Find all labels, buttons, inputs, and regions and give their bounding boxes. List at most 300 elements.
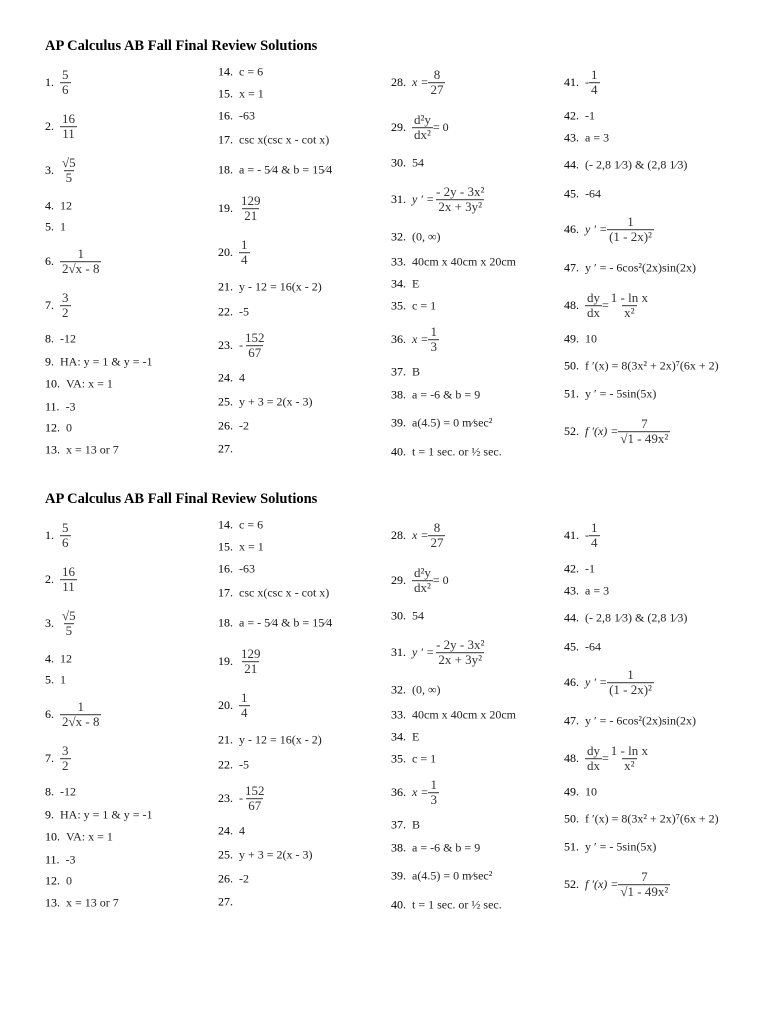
answer-text: -1 xyxy=(585,108,595,123)
fraction-numerator: 129 xyxy=(241,193,261,209)
fraction-numerator: 1 xyxy=(241,690,248,706)
answer-text: csc x(csc x - cot x) xyxy=(239,132,330,147)
answer-text: y ′ = - 5sin(5x) xyxy=(585,386,657,401)
answer-item xyxy=(564,261,696,276)
fraction xyxy=(412,113,433,143)
item-number: 31. xyxy=(391,192,406,207)
fraction xyxy=(243,331,267,361)
answer-item xyxy=(564,109,595,124)
answer-item xyxy=(45,400,76,415)
answer-item xyxy=(564,131,609,146)
fraction-numerator: d²y xyxy=(414,112,431,128)
item-number: 48. xyxy=(564,298,579,313)
item-number: 51. xyxy=(564,839,579,854)
item-number: 6. xyxy=(45,707,54,722)
item-number: 3. xyxy=(45,616,54,631)
fraction xyxy=(60,112,77,142)
item-number: 22. xyxy=(218,757,233,772)
answer-text: 40cm x 40cm x 20cm xyxy=(412,707,516,722)
item-number: 10. xyxy=(45,376,60,391)
answer-item xyxy=(45,830,113,845)
item-number: 11. xyxy=(45,399,60,414)
answer-item xyxy=(45,808,153,823)
item-number: 1. xyxy=(45,528,54,543)
answer-text: 1 xyxy=(60,219,66,234)
answer-item xyxy=(391,521,445,551)
answer-text: -64 xyxy=(585,639,601,654)
item-number: 52. xyxy=(564,424,579,439)
fraction-numerator: 5 xyxy=(62,520,69,536)
item-number: 26. xyxy=(218,418,233,433)
answer-item xyxy=(391,185,486,215)
item-number: 27. xyxy=(218,894,233,909)
answer-text: x = 13 or 7 xyxy=(66,895,119,910)
answer-text: 10 xyxy=(585,331,597,346)
answer-prefix: x = xyxy=(412,528,429,543)
answer-text: x = 1 xyxy=(239,86,264,101)
answer-item xyxy=(45,673,66,688)
answer-suffix: = 0 xyxy=(432,573,449,588)
item-number: 37. xyxy=(391,364,406,379)
fraction-denominator: 67 xyxy=(248,798,262,814)
fraction-denominator: dx² xyxy=(414,580,431,596)
item-number: 15. xyxy=(218,539,233,554)
answer-item xyxy=(391,156,424,171)
fraction-denominator: 11 xyxy=(62,126,75,142)
answer-text: -5 xyxy=(239,304,249,319)
item-number: 9. xyxy=(45,807,54,822)
item-number: 3. xyxy=(45,163,54,178)
answer-text: c = 6 xyxy=(239,64,264,79)
item-number: 24. xyxy=(218,370,233,385)
answer-text: y ′ = - 5sin(5x) xyxy=(585,839,657,854)
answer-item xyxy=(218,784,267,814)
answer-item xyxy=(391,566,449,596)
answer-prefix: - xyxy=(585,528,589,543)
item-number: 4. xyxy=(45,198,54,213)
answer-text: -2 xyxy=(239,871,249,886)
answer-item xyxy=(218,371,245,386)
item-number: 1. xyxy=(45,75,54,90)
item-number: 14. xyxy=(218,517,233,532)
item-number: 46. xyxy=(564,222,579,237)
answer-text: 4 xyxy=(239,823,245,838)
answer-prefix: y ′ = xyxy=(412,645,435,660)
item-number: 7. xyxy=(45,298,54,313)
answer-text: -63 xyxy=(239,561,255,576)
answer-item xyxy=(391,277,419,292)
answer-text: y + 3 = 2(x - 3) xyxy=(239,847,313,862)
answer-item xyxy=(45,744,71,774)
answer-prefix: x = xyxy=(412,75,429,90)
answer-text: t = 1 sec. or ½ sec. xyxy=(412,444,502,459)
answer-text: t = 1 sec. or ½ sec. xyxy=(412,897,502,912)
fraction-numerator: 1 xyxy=(430,324,437,340)
answer-text: a(4.5) = 0 m⁄sec² xyxy=(412,868,493,883)
item-number: 5. xyxy=(45,219,54,234)
answer-text: a = - 5⁄4 & b = 15⁄4 xyxy=(239,162,333,177)
fraction-numerator: 3 xyxy=(62,290,69,306)
item-number: 19. xyxy=(218,654,233,669)
item-number: 35. xyxy=(391,751,406,766)
answer-item xyxy=(45,609,78,639)
answer-item xyxy=(218,540,264,555)
answer-item xyxy=(391,752,436,767)
answer-item xyxy=(218,733,322,748)
item-number: 5. xyxy=(45,672,54,687)
answer-text: E xyxy=(412,276,420,291)
fraction xyxy=(589,68,600,98)
item-number: 49. xyxy=(564,331,579,346)
item-number: 23. xyxy=(218,338,233,353)
answer-item xyxy=(45,700,101,730)
answer-sheet xyxy=(0,0,768,459)
answer-item xyxy=(564,521,600,551)
item-number: 43. xyxy=(564,130,579,145)
fraction-denominator: 4 xyxy=(241,705,248,721)
fraction-numerator: 16 xyxy=(62,564,75,580)
answer-text: (0, ∞) xyxy=(412,682,441,697)
answer-text: a(4.5) = 0 m⁄sec² xyxy=(412,415,493,430)
item-number: 9. xyxy=(45,354,54,369)
fraction-denominator: 11 xyxy=(62,579,75,595)
fraction xyxy=(60,68,71,98)
answer-item xyxy=(45,785,76,800)
answer-text: -2 xyxy=(239,418,249,433)
item-number: 10. xyxy=(45,829,60,844)
answer-prefix: y ′ = xyxy=(412,192,435,207)
fraction-denominator: 2x + 3y² xyxy=(438,199,483,215)
answer-prefix: y ′ = xyxy=(585,222,608,237)
answer-item xyxy=(564,870,670,900)
answer-item xyxy=(564,840,656,855)
fraction-numerator: 1 xyxy=(77,246,84,262)
fraction-numerator: 16 xyxy=(62,111,75,127)
answer-item xyxy=(218,518,263,533)
item-number: 15. xyxy=(218,86,233,101)
answer-text: -12 xyxy=(60,784,76,799)
item-number: 11. xyxy=(45,852,60,867)
item-number: 29. xyxy=(391,573,406,588)
fraction-denominator: 6 xyxy=(62,82,69,98)
answer-sheet xyxy=(0,453,768,912)
answer-text: -63 xyxy=(239,108,255,123)
answer-item xyxy=(391,841,480,856)
answer-text: E xyxy=(412,729,420,744)
answer-item xyxy=(391,730,419,745)
answer-item xyxy=(45,652,72,667)
item-number: 24. xyxy=(218,823,233,838)
answer-prefix: x = xyxy=(412,785,429,800)
item-number: 33. xyxy=(391,254,406,269)
item-number: 37. xyxy=(391,817,406,832)
fraction-denominator: 2x + 3y² xyxy=(438,652,483,668)
answer-item xyxy=(218,133,329,148)
answer-item xyxy=(218,586,329,601)
answer-item xyxy=(218,194,263,224)
answer-item xyxy=(45,565,77,595)
fraction-denominator: (1 - 2x)² xyxy=(609,229,652,245)
item-number: 48. xyxy=(564,751,579,766)
answer-item xyxy=(391,708,516,723)
fraction-numerator: 1 xyxy=(591,520,598,536)
answer-item xyxy=(218,280,322,295)
fraction xyxy=(239,194,263,224)
item-number: 31. xyxy=(391,645,406,660)
answer-item xyxy=(218,419,249,434)
answer-text: 40cm x 40cm x 20cm xyxy=(412,254,516,269)
answer-item xyxy=(391,325,439,355)
answer-text: B xyxy=(412,817,421,832)
fraction-numerator: 1 - ln x xyxy=(610,743,648,759)
item-number: 32. xyxy=(391,229,406,244)
item-number: 18. xyxy=(218,615,233,630)
item-number: 13. xyxy=(45,442,60,457)
answer-text: HA: y = 1 & y = -1 xyxy=(60,807,153,822)
answer-item xyxy=(218,305,249,320)
answer-text: x = 1 xyxy=(239,539,264,554)
answer-item xyxy=(564,291,650,321)
fraction-denominator: √1 - 49x² xyxy=(620,884,669,900)
answer-item xyxy=(218,758,249,773)
fraction xyxy=(60,291,71,321)
item-number: 51. xyxy=(564,386,579,401)
fraction-numerator: 1 xyxy=(627,214,634,230)
answer-text: 12 xyxy=(60,651,72,666)
answer-item xyxy=(218,647,263,677)
answer-text: c = 1 xyxy=(412,298,437,313)
answer-text: y ′ = - 6cos²(2x)sin(2x) xyxy=(585,713,696,728)
answer-text: a = - 5⁄4 & b = 15⁄4 xyxy=(239,615,333,630)
answer-text: y - 12 = 16(x - 2) xyxy=(239,279,322,294)
answer-prefix: x = xyxy=(412,332,429,347)
answer-item xyxy=(391,869,492,884)
item-number: 2. xyxy=(45,572,54,587)
fraction xyxy=(607,215,654,245)
answer-item xyxy=(45,112,77,142)
answer-item xyxy=(45,521,71,551)
item-number: 18. xyxy=(218,162,233,177)
item-number: 8. xyxy=(45,331,54,346)
item-number: 28. xyxy=(391,528,406,543)
page-title: AP Calculus AB Fall Final Review Solutions xyxy=(45,38,318,54)
fraction xyxy=(428,778,439,808)
answer-text: -5 xyxy=(239,757,249,772)
answer-item xyxy=(218,872,249,887)
answer-item xyxy=(45,332,76,347)
answer-item xyxy=(391,255,516,270)
item-number: 35. xyxy=(391,298,406,313)
fraction xyxy=(60,744,71,774)
fraction xyxy=(60,521,71,551)
item-number: 14. xyxy=(218,64,233,79)
answer-text: -64 xyxy=(585,186,601,201)
fraction xyxy=(239,647,263,677)
item-number: 7. xyxy=(45,751,54,766)
answer-item xyxy=(564,785,597,800)
answer-text: 12 xyxy=(60,198,72,213)
item-number: 29. xyxy=(391,120,406,135)
fraction-numerator: - 2y - 3x² xyxy=(436,637,485,653)
fraction xyxy=(60,156,78,186)
answer-text: 10 xyxy=(585,784,597,799)
answer-item xyxy=(218,109,255,124)
answer-item xyxy=(218,562,255,577)
answer-item xyxy=(218,395,313,410)
answer-text: y - 12 = 16(x - 2) xyxy=(239,732,322,747)
fraction xyxy=(607,668,654,698)
item-number: 12. xyxy=(45,420,60,435)
item-number: 43. xyxy=(564,583,579,598)
fraction-numerator: - 2y - 3x² xyxy=(436,184,485,200)
fraction xyxy=(609,744,650,774)
answer-text: f ′(x) = 8(3x² + 2x)⁷(6x + 2) xyxy=(585,358,719,373)
answer-prefix: - xyxy=(585,75,589,90)
answer-item xyxy=(391,818,420,833)
answer-text: VA: x = 1 xyxy=(66,829,113,844)
answer-item xyxy=(391,416,492,431)
answer-text: y + 3 = 2(x - 3) xyxy=(239,394,313,409)
fraction-numerator: 152 xyxy=(245,783,265,799)
answer-item xyxy=(564,668,654,698)
fraction xyxy=(428,325,439,355)
item-number: 26. xyxy=(218,871,233,886)
fraction xyxy=(428,521,445,551)
answer-item xyxy=(391,609,424,624)
item-number: 52. xyxy=(564,877,579,892)
answer-text: 54 xyxy=(412,155,424,170)
item-number: 30. xyxy=(391,155,406,170)
fraction-denominator: 21 xyxy=(244,661,258,677)
answer-item xyxy=(391,778,439,808)
answer-item xyxy=(391,683,441,698)
answer-item xyxy=(218,238,250,268)
item-number: 23. xyxy=(218,791,233,806)
fraction xyxy=(585,744,602,774)
answer-item xyxy=(564,387,656,402)
fraction-numerator: 129 xyxy=(241,646,261,662)
answer-item xyxy=(564,359,719,374)
fraction-denominator: dx² xyxy=(414,127,431,143)
fraction-denominator: 4 xyxy=(241,252,248,268)
answer-text: HA: y = 1 & y = -1 xyxy=(60,354,153,369)
answer-text: (- 2,8 1⁄3) & (2,8 1⁄3) xyxy=(585,610,688,625)
answer-text: B xyxy=(412,364,421,379)
item-number: 17. xyxy=(218,132,233,147)
answer-item xyxy=(45,199,72,214)
answer-item xyxy=(564,640,601,655)
item-number: 36. xyxy=(391,785,406,800)
fraction-numerator: 5 xyxy=(62,67,69,83)
answer-item xyxy=(45,377,113,392)
fraction xyxy=(618,870,670,900)
answer-suffix: = 0 xyxy=(432,120,449,135)
answer-item xyxy=(564,812,719,827)
fraction xyxy=(60,609,78,639)
item-number: 4. xyxy=(45,651,54,666)
answer-item xyxy=(45,291,71,321)
item-number: 42. xyxy=(564,108,579,123)
answer-item xyxy=(564,584,609,599)
item-number: 33. xyxy=(391,707,406,722)
item-number: 40. xyxy=(391,444,406,459)
answer-text: 0 xyxy=(66,420,72,435)
fraction-numerator: d²y xyxy=(414,565,431,581)
answer-item xyxy=(45,421,72,436)
equals-sign: = xyxy=(602,298,609,313)
fraction-denominator: 2√x - 8 xyxy=(62,714,100,730)
answer-item xyxy=(391,638,486,668)
item-number: 38. xyxy=(391,387,406,402)
fraction-numerator: 1 xyxy=(430,777,437,793)
answer-text: a = 3 xyxy=(585,130,610,145)
fraction-numerator: 1 xyxy=(77,699,84,715)
answer-item xyxy=(218,895,239,910)
answer-item xyxy=(218,331,267,361)
answer-item xyxy=(391,388,480,403)
item-number: 36. xyxy=(391,332,406,347)
item-number: 8. xyxy=(45,784,54,799)
item-number: 16. xyxy=(218,561,233,576)
item-number: 44. xyxy=(564,610,579,625)
item-number: 27. xyxy=(218,441,233,456)
answer-text: a = 3 xyxy=(585,583,610,598)
item-number: 44. xyxy=(564,157,579,172)
answer-item xyxy=(45,156,78,186)
fraction xyxy=(60,700,101,730)
answer-text: -3 xyxy=(65,852,76,867)
answer-prefix: - xyxy=(239,791,243,806)
item-number: 39. xyxy=(391,868,406,883)
answer-text: 1 xyxy=(60,672,66,687)
item-number: 45. xyxy=(564,639,579,654)
item-number: 32. xyxy=(391,682,406,697)
answer-item xyxy=(218,65,263,80)
item-number: 34. xyxy=(391,276,406,291)
fraction-denominator: 3 xyxy=(430,339,437,355)
fraction-numerator: 7 xyxy=(641,416,648,432)
item-number: 42. xyxy=(564,561,579,576)
page-title: AP Calculus AB Fall Final Review Solutions xyxy=(45,491,318,507)
answer-text: csc x(csc x - cot x) xyxy=(239,585,330,600)
item-number: 34. xyxy=(391,729,406,744)
answer-item xyxy=(45,355,153,370)
answer-item xyxy=(564,68,600,98)
fraction xyxy=(434,638,486,668)
item-number: 38. xyxy=(391,840,406,855)
item-number: 21. xyxy=(218,732,233,747)
item-number: 13. xyxy=(45,895,60,910)
answer-item xyxy=(391,365,420,380)
item-number: 22. xyxy=(218,304,233,319)
item-number: 30. xyxy=(391,608,406,623)
answer-text: 4 xyxy=(239,370,245,385)
fraction xyxy=(609,291,650,321)
answer-item xyxy=(45,68,71,98)
answer-item xyxy=(564,158,687,173)
fraction-denominator: 67 xyxy=(248,345,262,361)
answer-item xyxy=(218,616,332,631)
answer-item xyxy=(564,611,687,626)
item-number: 20. xyxy=(218,245,233,260)
answer-text: a = -6 & b = 9 xyxy=(412,840,481,855)
fraction-numerator: 152 xyxy=(245,330,265,346)
answer-text: -12 xyxy=(60,331,76,346)
fraction-numerator: √5 xyxy=(62,155,76,171)
answer-prefix: - xyxy=(239,338,243,353)
fraction xyxy=(60,247,101,277)
answer-item xyxy=(45,853,76,868)
